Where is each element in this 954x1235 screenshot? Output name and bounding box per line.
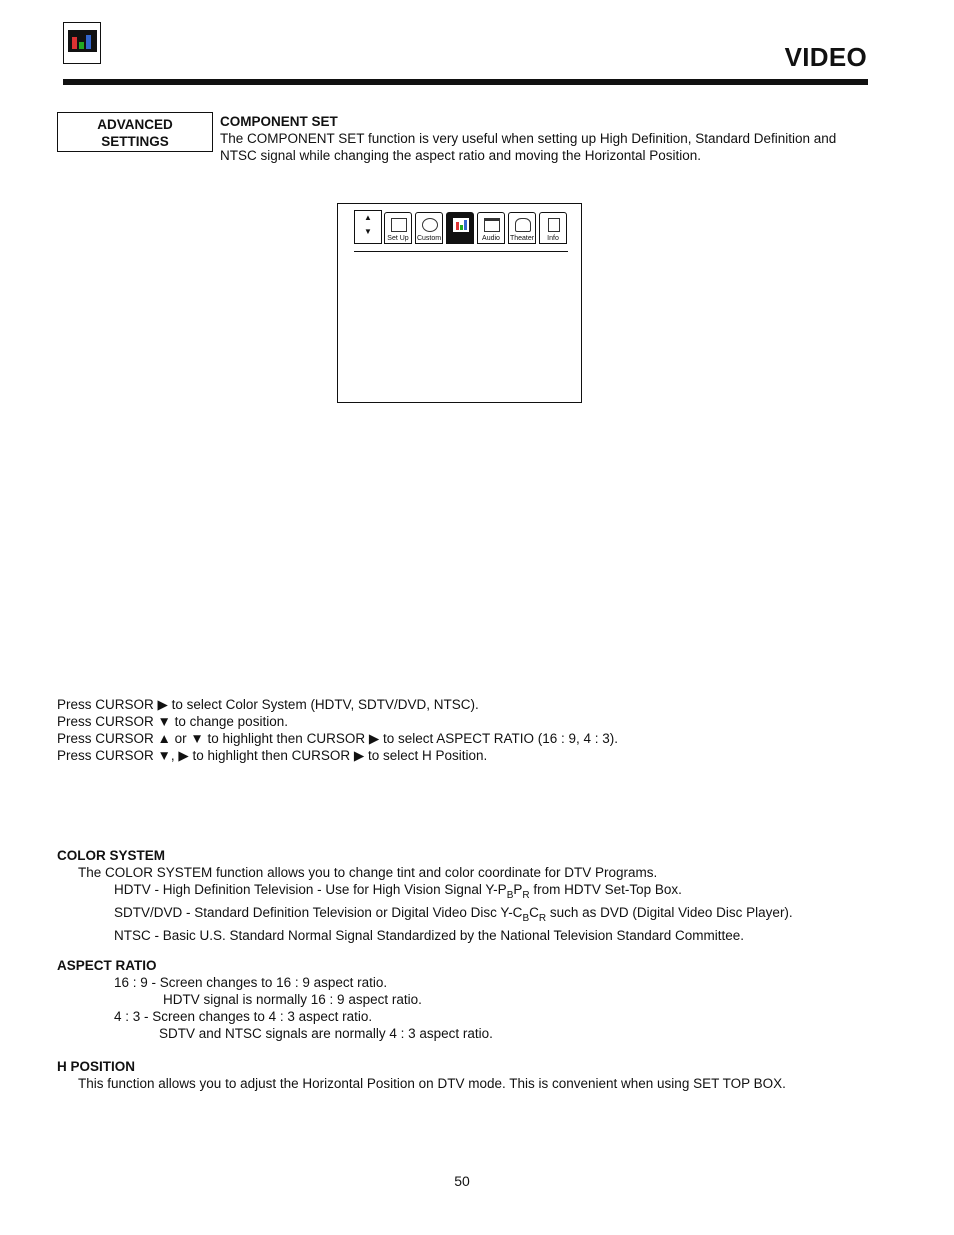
logo-bar-green: [79, 42, 84, 49]
sdtv-subscript-b: B: [522, 913, 530, 924]
hdtv-text-pre: HDTV - High Definition Television - Use for High Vision Signal Y-P: [114, 882, 507, 897]
tab-audio: [477, 212, 505, 244]
color-system-ntsc: NTSC - Basic U.S. Standard Normal Signal Standardized by the National Television Standard Committee.: [114, 928, 745, 943]
menu-screen-illustration: [337, 203, 582, 403]
tv-chart-icon: [63, 22, 101, 64]
h-position-heading: H POSITION: [57, 1059, 136, 1074]
up-arrow-icon: ▲: [364, 213, 372, 222]
sdtv-text-pre: SDTV/DVD - Standard Definition Television or Digital Video Disc Y-C: [114, 905, 523, 920]
aspect-ratio-section: [57, 957, 877, 1042]
sdtv-text-post: such as DVD (Digital Video Disc Player).: [546, 905, 793, 920]
aspect-ratio-heading: ASPECT RATIO: [57, 958, 157, 973]
advanced-settings-line1: ADVANCED: [97, 117, 173, 132]
page-title: VIDEO: [784, 42, 867, 72]
sdtv-text-mid: C: [529, 905, 539, 920]
tab-setup: [384, 212, 412, 244]
down-arrow-icon: ▼: [364, 227, 372, 236]
tab-audio-label: Audio: [482, 235, 500, 242]
tab-info: [539, 212, 567, 244]
color-system-heading: COLOR SYSTEM: [57, 848, 166, 863]
theater-icon: [515, 218, 531, 232]
color-system-sdtv: [57, 904, 897, 923]
component-set-description: The COMPONENT SET function is very useful when setting up High Definition, Standard Definition and NTSC signal while changing the aspect ratio and moving the Horizontal Position.: [220, 131, 837, 163]
color-system-intro: The COLOR SYSTEM function allows you to change tint and color coordinate for DTV Programs.: [78, 865, 658, 880]
setup-icon: [391, 218, 407, 232]
component-set-section: [220, 113, 870, 164]
aspect-ratio-line: 16 : 9 - Screen changes to 16 : 9 aspect ratio.: [114, 975, 388, 990]
tab-setup-label: Set Up: [387, 235, 409, 242]
tab-theater: [508, 212, 536, 244]
hdtv-subscript-b: B: [506, 890, 514, 901]
hdtv-text-mid: P: [513, 882, 523, 897]
advanced-settings-label: [57, 112, 213, 152]
instructions-list: [57, 696, 877, 764]
color-system-hdtv: [57, 881, 897, 900]
instruction-line: Press CURSOR ▲ or ▼ to highlight then CURSOR ▶ to select ASPECT RATIO (16 : 9, 4 : 3).: [57, 731, 619, 746]
sdtv-subscript-r: R: [538, 913, 547, 924]
component-set-heading: COMPONENT SET: [220, 114, 338, 129]
menu-scroll-arrows: [354, 210, 382, 244]
aspect-ratio-line: 4 : 3 - Screen changes to 4 : 3 aspect ratio.: [114, 1009, 373, 1024]
logo-bar-blue: [86, 35, 91, 49]
aspect-ratio-line: SDTV and NTSC signals are normally 4 : 3 aspect ratio.: [159, 1026, 493, 1041]
instruction-line: Press CURSOR ▼ to change position.: [57, 714, 288, 729]
hdtv-text-post: from HDTV Set-Top Box.: [529, 882, 682, 897]
color-system-section: [57, 847, 897, 944]
tab-custom: [415, 212, 443, 244]
video-icon: [453, 218, 469, 232]
info-icon: [548, 218, 560, 232]
h-position-section: [57, 1058, 897, 1092]
instruction-line: Press CURSOR ▶ to select Color System (HDTV, SDTV/DVD, NTSC).: [57, 697, 479, 712]
custom-icon: [422, 218, 438, 232]
tab-video: [446, 212, 474, 244]
tab-info-label: Info: [547, 235, 559, 242]
advanced-settings-line2: SETTINGS: [101, 134, 169, 149]
tab-custom-label: Custom: [416, 235, 442, 242]
aspect-ratio-line: HDTV signal is normally 16 : 9 aspect ratio.: [163, 992, 422, 1007]
logo-bar-red: [72, 37, 77, 49]
menu-tab-bar: [354, 210, 568, 252]
page-number: 50: [454, 1173, 470, 1189]
h-position-text: This function allows you to adjust the Horizontal Position on DTV mode. This is convenient when using SET TOP BOX.: [78, 1076, 786, 1091]
tab-theater-label: Theater: [509, 235, 535, 242]
logo-screen: [68, 30, 97, 52]
instruction-line: Press CURSOR ▼, ▶ to highlight then CURSOR ▶ to select H Position.: [57, 748, 488, 763]
audio-icon: [484, 218, 500, 232]
hdtv-subscript-r: R: [522, 890, 530, 901]
header-rule: [63, 79, 868, 85]
